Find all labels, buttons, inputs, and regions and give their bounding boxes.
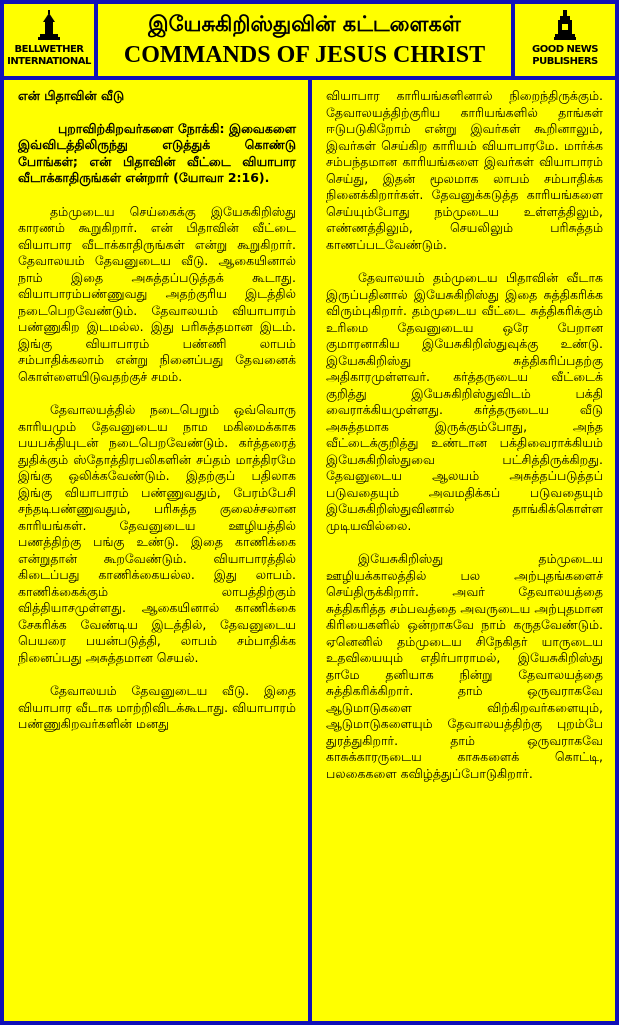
good-news-logo: [515, 4, 615, 76]
paragraph: தம்முடைய செய்கைக்கு இயேசுகிறிஸ்து காரணம் கூறுகிறார். என் பிதாவின் வீட்டை வியாபார வீடாக்காதிருங்கள் என்று கூறுகிறார். தேவாலயம் தேவனுடைய வீடு. ஆகையினால் நாம் இதை அசுத்தப்படுத்தக் கூடாது. வியாபாரம்பண்ணுவது அதற்குரிய இடத்தில் நடைபெறவேண்டும். தேவாலயம் வியாபாரம் பண்ணுகிற இடமல்ல. இது பரிசுத்தமான இடம். இங்கு வியாபாரம் பண்ணி லாபம் சம்பாதிக்கலாம் என்று நினைப்பது தேவனைக் கொள்ளையிடுவதற்குச் சமம்.: [18, 203, 296, 384]
logo-line2: PUBLISHERS: [532, 56, 598, 67]
paragraph: தேவாலயம் தேவனுடைய வீடு. இதை வியாபார வீடாக மாற்றிவிடக்கூடாது. வியாபாரம் பண்ணுகிறவர்களின் மனது: [18, 683, 296, 731]
book-tower-icon: [554, 10, 576, 42]
paragraph: வியாபார காரியங்களினால் நிறைந்திருக்கும். தேவாலயத்திற்குரிய காரியங்களில் தாங்கள் ஈடுபடுகிறோம் என்று இவர்கள் கூறினாலும், இவர்கள் செய்கிற காரியம் வியாபாரமே. மார்க்க சம்பந்தமான காரியங்களை இவர்கள் வியாபாரம் செய்து, இதன் மூலமாக லாபம் சம்பாதிக்க நினைக்கிறார்கள். தேவனுக்கடுத்த காரியங்களை செய்யும்போது நம்முடைய உள்ளத்திலும், எண்ணத்திலும், செயலிலும் பரிசுத்தம் காணப்படவேண்டும்.: [326, 88, 603, 252]
scripture-quote: புறாவிற்கிறவர்களை நோக்கி: இவைகளை இவ்விடத்திலிருந்து எடுத்துக் கொண்டு போங்கள்; என் பிதாவின் வீட்டை வியாபார வீடாக்காதிருங்கள் என்றார் (யோவா 2:16).: [18, 120, 296, 185]
paragraph: தேவாலயம் தம்முடைய பிதாவின் வீடாக இருப்பதினால் இயேசுகிறிஸ்து இதை சுத்திகரிக்க விரும்புகிறார். தம்முடைய வீட்டை சுத்திகரிக்கும் உரிமை தேவனுடைய ஒரே பேறான குமாரனாகிய இயேசுகிறிஸ்துவுக்கு உண்டு. இயேசுகிறிஸ்து சுத்திகரிப்பதற்கு அதிகாரமுள்ளவர். கர்த்தருடைய வீட்டைக் குறித்து இயேசுகிறிஸ்துவிடம் பக்தி வைராக்கியமுள்ளது. கர்த்தருடைய வீடு அசுத்தமாக இருக்கும்போது, அந்த வீட்டைக்குறித்து உண்டான பக்திவைராக்கியம் இயேசுகிறிஸ்துவை பட்சித்திருக்கிறது. தேவனுடைய ஆலயம் அசுத்தப்படுத்தப் படுவதையும் அவமதிக்கப் படுவதையும் இயேசுகிறிஸ்துவினால் தாங்கிக்கொள்ள முடியவில்லை.: [326, 270, 603, 533]
church-bell-icon: [38, 10, 60, 42]
left-column: [4, 80, 308, 1021]
bellwether-logo: [4, 4, 94, 76]
logo-line1: BELLWETHER: [14, 44, 84, 55]
paragraph: இயேசுகிறிஸ்து தம்முடைய ஊழியக்காலத்தில் பல அற்புதங்களைச் செய்திருக்கிறார். அவர் தேவாலயத்தை சுத்திகரித்த சம்பவத்தை அவருடைய அற்புதமான கிரியைகளில் ஒன்றாகவே நாம் கருதவேண்டும். ஏனெனில் தம்முடைய சிநேகிதர் யாருடைய உதவியையும் எதிர்பாராமல், இயேசுகிறிஸ்து தாமே தனியாக நின்று தேவாலயத்தை சுத்திகரிக்கிறார். தாம் ஒருவராகவே ஆடுமாடுகளை விற்கிறவர்களையும், ஆடுமாடுகளையும் தேவாலயத்திற்கு புறம்பே துரத்துகிறார். தாம் ஒருவராகவே காசுக்காரருடைய காசுகளைக் கொட்டி, பலகைகளை கவிழ்த்துப்போடுகிறார்.: [326, 551, 603, 781]
right-column: [312, 80, 615, 1021]
title-tamil: இயேசுகிறிஸ்துவின் கட்டளைகள்: [148, 12, 461, 36]
logo-line1: GOOD NEWS: [532, 44, 598, 55]
logo-line2: INTERNATIONAL: [7, 56, 91, 67]
section-heading: என் பிதாவின் வீடு: [18, 88, 125, 103]
title-banner: [98, 4, 511, 76]
paragraph: தேவாலயத்தில் நடைபெறும் ஒவ்வொரு காரியமும் தேவனுடைய நாம மகிமைக்காக பயபக்தியுடன் நடைபெறவேண்டும். கர்த்தரைத் துதிக்கும் ஸ்தோத்திரபலிகளின் சப்தம் மாத்திரமே இங்கு ஒலிக்கவேண்டும். இதற்குப் பதிலாக இங்கு வியாபாரம் பண்ணுவதும், பேரம்பேசி சந்தடிபண்ணுவதும், பரிசுத்த குலைச்சலான காரியங்கள். தேவனுடைய ஊழியத்தில் பணத்திற்கு பங்கு உண்டு. இதை காணிக்கை என்றுதான் கூறவேண்டும். வியாபாரத்தில் கிடைப்பது காணிக்கையல்ல. இது லாபம். காணிக்கைக்கும் லாபத்திற்கும் வித்தியாசமுள்ளது. ஆகையினால் காணிக்கை சேகரிக்க வேண்டிய இடத்தில், தேவனுடைய பெயரை பயன்படுத்தி, லாபம் சம்பாதிக்க நினைப்பது அசுத்தமான செயல்.: [18, 402, 296, 665]
title-english: COMMANDS OF JESUS CHRIST: [123, 42, 486, 68]
